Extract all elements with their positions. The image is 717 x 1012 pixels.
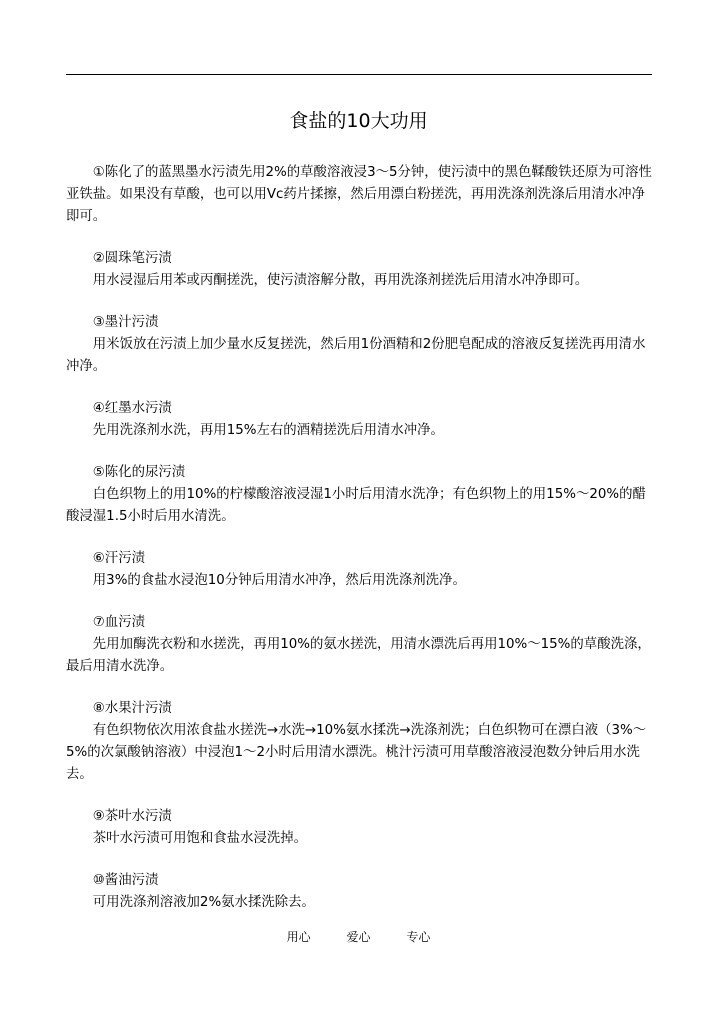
section-heading: ⑦血污渍 (92, 615, 145, 630)
section-body: 用水浸湿后用苯或丙酮搓洗，使污渍溶解分散，再用洗涤剂搓洗后用清水冲净即可。 (92, 273, 589, 288)
section-red-ink (66, 398, 652, 442)
section-body: 有色织物依次用浓食盐水搓洗→水洗→10%氨水揉洗→洗涤剂洗；白色织物可在漂白液（3%～5%的次氯酸钠溶液）中浸泡1～2小时后用清水漂洗。桃汁污渍可用草酸溶液浸泡数分钟后用水洗去。 (66, 723, 647, 782)
page-footer (0, 928, 717, 946)
section-ballpoint-pen (66, 248, 652, 292)
footer-text: 用心 (286, 930, 311, 944)
section-heading: ⑧水果汁污渍 (92, 701, 172, 716)
section-fruit-juice (66, 698, 652, 786)
section-heading: ⑨茶叶水污渍 (92, 809, 172, 824)
section-heading: ⑥汗污渍 (92, 551, 145, 566)
footer-text: 专心 (406, 930, 431, 944)
section-heading: ③墨汁污渍 (92, 315, 159, 330)
section-heading: ⑩酱油污渍 (92, 873, 159, 888)
section-heading: ⑤陈化的尿污渍 (92, 465, 186, 480)
footer-text: 爱心 (346, 930, 371, 944)
section-ink (66, 312, 652, 378)
section-body: 可用洗涤剂溶液加2%氨水揉洗除去。 (92, 895, 315, 910)
section-soy-sauce (66, 870, 652, 914)
section-heading: ④红墨水污渍 (92, 401, 172, 416)
section-heading: ②圆珠笔污渍 (92, 251, 172, 266)
section-blood (66, 612, 652, 678)
page-title: 食盐的10大功用 (289, 110, 428, 132)
section-body: 先用加酶洗衣粉和水搓洗，再用10%的氨水搓洗，用清水漂洗后再用10%～15%的草酸洗涤，最后用清水洗净。 (66, 637, 651, 674)
section-body: 白色织物上的用10%的柠檬酸溶液浸湿1小时后用清水洗净；有色织物上的用15%～20%的醋酸浸湿1.5小时后用水清洗。 (66, 487, 646, 524)
section-urine (66, 462, 652, 528)
section-tea (66, 806, 652, 850)
section-sweat (66, 548, 652, 592)
header-rule (66, 74, 652, 75)
section-body: 先用洗涤剂水洗，再用15%左右的酒精搓洗后用清水冲净。 (92, 423, 444, 438)
document-body (66, 162, 652, 914)
section-body: 用3%的食盐水浸泡10分钟后用清水冲净，然后用洗涤剂洗净。 (92, 573, 466, 588)
intro-paragraph: ①陈化了的蓝黑墨水污渍先用2%的草酸溶液浸3～5分钟，使污渍中的黑色鞣酸铁还原为可溶性亚铁盐。如果没有草酸，也可以用Vc药片揉擦，然后用漂白粉搓洗，再用洗涤剂洗涤后用清水冲净即可。 (66, 165, 652, 224)
section-body: 用米饭放在污渍上加少量水反复搓洗，然后用1份酒精和2份肥皂配成的溶液反复搓洗再用清水冲净。 (66, 337, 646, 374)
section-body: 茶叶水污渍可用饱和食盐水浸洗掉。 (92, 831, 308, 846)
